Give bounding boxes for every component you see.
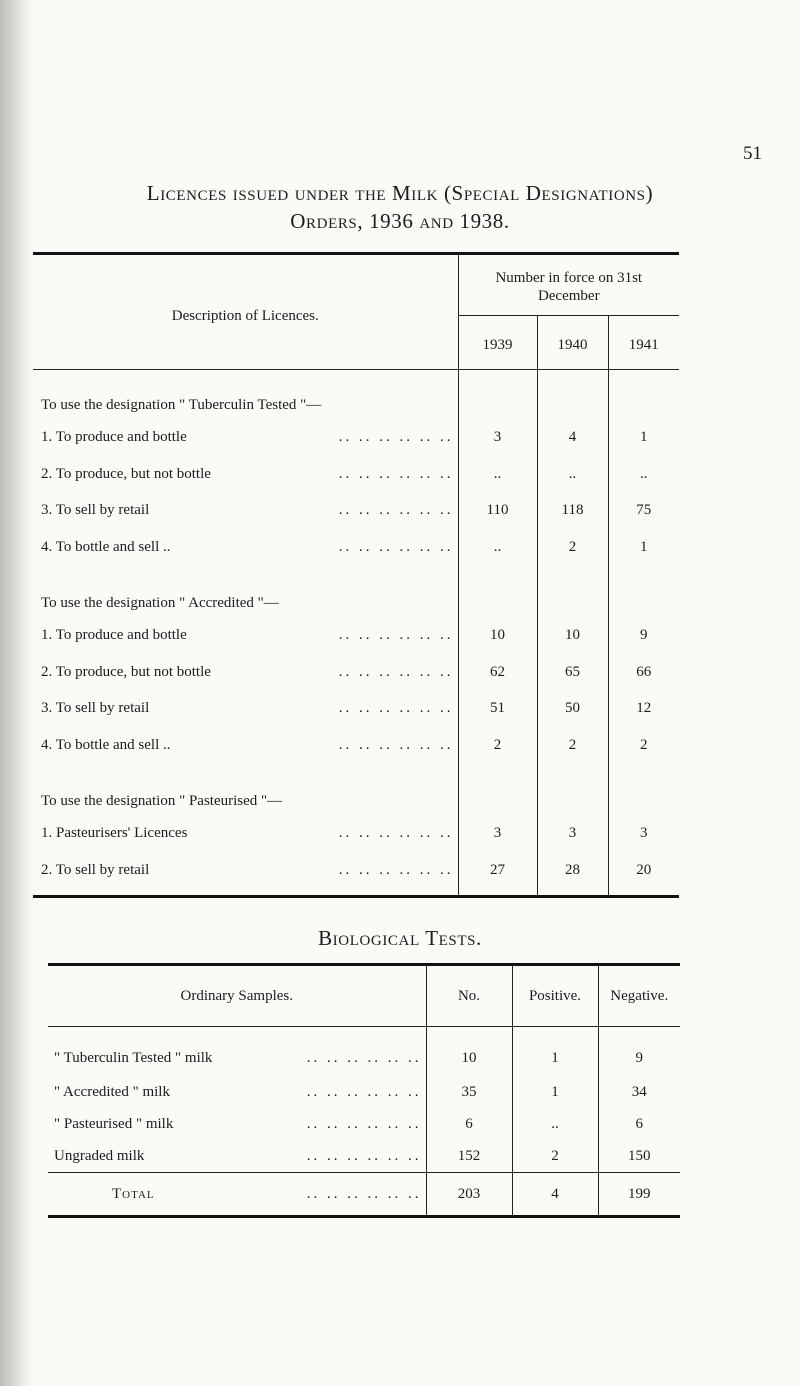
page-title: Licences issued under the Milk (Special Designations) xyxy=(146,181,654,205)
table-row xyxy=(48,1027,680,1077)
empty-cell xyxy=(33,889,458,897)
dot-leader: .. .. .. .. .. .. xyxy=(338,429,454,446)
section-heading: To use the designation " Tuberculin Tested "— xyxy=(41,396,322,413)
table-row xyxy=(33,816,679,853)
row-label-text: " Accredited " milk xyxy=(54,1084,170,1100)
row-label-text: 2. To produce, but not bottle xyxy=(41,465,211,482)
number-in-force-label: Number in force on 31st December xyxy=(495,270,643,304)
row-label xyxy=(33,493,458,530)
table-row xyxy=(33,529,679,566)
biological-tests-title: Biological Tests. xyxy=(318,926,482,950)
total-positive-value: 4 xyxy=(512,1173,598,1217)
dot-leader: .. .. .. .. .. .. xyxy=(338,825,454,842)
value-1939: 3 xyxy=(458,420,537,457)
total-label xyxy=(48,1173,426,1217)
negative-value: 150 xyxy=(598,1141,680,1173)
sample-label xyxy=(48,1141,426,1173)
dot-leader: .. .. .. .. .. .. xyxy=(338,627,454,644)
biological-tests-body xyxy=(48,1027,680,1217)
value-1940: 10 xyxy=(537,618,608,655)
empty-cell xyxy=(537,764,608,816)
value-1939: 2 xyxy=(458,727,537,764)
positive-value: .. xyxy=(512,1109,598,1141)
sample-label xyxy=(48,1077,426,1109)
sample-label xyxy=(48,1027,426,1077)
value-1941: 2 xyxy=(608,727,679,764)
section-heading: To use the designation " Pasteurised "— xyxy=(41,792,283,809)
licences-table xyxy=(33,252,679,898)
value-1940: 28 xyxy=(537,852,608,889)
empty-cell xyxy=(458,764,537,816)
value-1939: .. xyxy=(458,456,537,493)
empty-cell xyxy=(608,889,679,897)
dot-leader: .. .. .. .. .. .. xyxy=(338,663,454,680)
value-1940: 2 xyxy=(537,727,608,764)
value-1941: 1 xyxy=(608,529,679,566)
empty-cell xyxy=(458,370,537,420)
empty-cell xyxy=(537,566,608,618)
section-heading: To use the designation " Accredited "— xyxy=(41,594,279,611)
dot-leader: .. .. .. .. .. .. xyxy=(306,1147,422,1164)
value-1941: 20 xyxy=(608,852,679,889)
value-1940: 4 xyxy=(537,420,608,457)
table-row xyxy=(33,493,679,530)
page-title-line-2: Orders, 1936 and 1938. xyxy=(290,209,510,233)
no-value: 6 xyxy=(426,1109,512,1141)
licences-table-body xyxy=(33,370,679,897)
row-label-text: 2. To sell by retail xyxy=(41,861,150,878)
dot-leader: .. .. .. .. .. .. xyxy=(306,1050,422,1067)
no-value: 35 xyxy=(426,1077,512,1109)
biological-tests-table xyxy=(48,963,680,1218)
dot-leader: .. .. .. .. .. .. xyxy=(306,1185,422,1202)
negative-value: 9 xyxy=(598,1027,680,1077)
value-1939: 10 xyxy=(458,618,537,655)
table-row xyxy=(48,1141,680,1173)
year-header-1941: 1941 xyxy=(608,316,679,370)
table-row xyxy=(48,1077,680,1109)
value-1941: 75 xyxy=(608,493,679,530)
no-value: 152 xyxy=(426,1141,512,1173)
row-label-text: 4. To bottle and sell .. xyxy=(41,538,171,555)
section-heading-row xyxy=(33,370,679,420)
row-label-text: Total xyxy=(112,1185,155,1202)
table-row xyxy=(33,691,679,728)
value-1939: 110 xyxy=(458,493,537,530)
empty-cell xyxy=(458,566,537,618)
no-value: 10 xyxy=(426,1027,512,1077)
empty-cell xyxy=(608,370,679,420)
value-1940: 3 xyxy=(537,816,608,853)
value-1939: 51 xyxy=(458,691,537,728)
value-1940: .. xyxy=(537,456,608,493)
empty-cell xyxy=(537,889,608,897)
section-heading-row xyxy=(33,764,679,816)
value-1939: 27 xyxy=(458,852,537,889)
dot-leader: .. .. .. .. .. .. xyxy=(306,1084,422,1100)
table-row xyxy=(33,618,679,655)
dot-leader: .. .. .. .. .. .. xyxy=(306,1116,422,1132)
row-label xyxy=(33,420,458,457)
value-1939: .. xyxy=(458,529,537,566)
row-label xyxy=(33,852,458,889)
table-row xyxy=(33,654,679,691)
row-label xyxy=(33,654,458,691)
positive-value: 2 xyxy=(512,1141,598,1173)
page-number: 51 xyxy=(743,143,762,164)
value-1941: 66 xyxy=(608,654,679,691)
table-row xyxy=(33,420,679,457)
dot-leader: .. .. .. .. .. .. xyxy=(338,736,454,753)
sample-label xyxy=(48,1109,426,1141)
value-1940: 65 xyxy=(537,654,608,691)
table-row xyxy=(33,852,679,889)
dot-leader: .. .. .. .. .. .. xyxy=(338,538,454,555)
empty-cell xyxy=(608,566,679,618)
value-1940: 2 xyxy=(537,529,608,566)
row-label-text: 1. Pasteurisers' Licences xyxy=(41,825,188,842)
description-header: Description of Licences. xyxy=(33,254,458,370)
value-1940: 118 xyxy=(537,493,608,530)
row-label-text: 3. To sell by retail xyxy=(41,502,150,519)
row-label xyxy=(33,618,458,655)
row-label-text: 2. To produce, but not bottle xyxy=(41,663,211,680)
negative-header: Negative. xyxy=(598,965,680,1027)
value-1939: 3 xyxy=(458,816,537,853)
total-row xyxy=(48,1173,680,1217)
row-label xyxy=(33,691,458,728)
number-in-force-header xyxy=(458,254,679,316)
row-label xyxy=(33,816,458,853)
row-label-text: 3. To sell by retail xyxy=(41,700,150,717)
value-1941: 3 xyxy=(608,816,679,853)
empty-cell xyxy=(608,764,679,816)
ordinary-samples-header: Ordinary Samples. xyxy=(48,965,426,1027)
empty-cell xyxy=(458,889,537,897)
year-header-1940: 1940 xyxy=(537,316,608,370)
positive-value: 1 xyxy=(512,1027,598,1077)
row-label xyxy=(33,456,458,493)
value-1941: 12 xyxy=(608,691,679,728)
value-1941: 1 xyxy=(608,420,679,457)
negative-value: 34 xyxy=(598,1077,680,1109)
row-label xyxy=(33,727,458,764)
dot-leader: .. .. .. .. .. .. xyxy=(338,861,454,878)
total-no-value: 203 xyxy=(426,1173,512,1217)
dot-leader: .. .. .. .. .. .. xyxy=(338,700,454,717)
negative-value: 6 xyxy=(598,1109,680,1141)
value-1941: .. xyxy=(608,456,679,493)
row-label-text: 4. To bottle and sell .. xyxy=(41,736,171,753)
section-heading-row xyxy=(33,566,679,618)
row-label xyxy=(33,529,458,566)
row-label-text: " Tuberculin Tested " milk xyxy=(54,1050,213,1067)
year-header-1939: 1939 xyxy=(458,316,537,370)
value-1940: 50 xyxy=(537,691,608,728)
row-label-text: 1. To produce and bottle xyxy=(41,627,187,644)
row-label-text: 1. To produce and bottle xyxy=(41,429,187,446)
value-1939: 62 xyxy=(458,654,537,691)
table-row xyxy=(33,456,679,493)
row-label-text: Ungraded milk xyxy=(54,1147,145,1164)
positive-value: 1 xyxy=(512,1077,598,1109)
row-label-text: " Pasteurised " milk xyxy=(54,1116,174,1132)
positive-header: Positive. xyxy=(512,965,598,1027)
dot-leader: .. .. .. .. .. .. xyxy=(338,502,454,519)
dot-leader: .. .. .. .. .. .. xyxy=(338,465,454,482)
no-header: No. xyxy=(426,965,512,1027)
empty-cell xyxy=(537,370,608,420)
value-1941: 9 xyxy=(608,618,679,655)
table-row xyxy=(48,1109,680,1141)
table-row xyxy=(33,727,679,764)
padding-row xyxy=(33,889,679,897)
total-negative-value: 199 xyxy=(598,1173,680,1217)
